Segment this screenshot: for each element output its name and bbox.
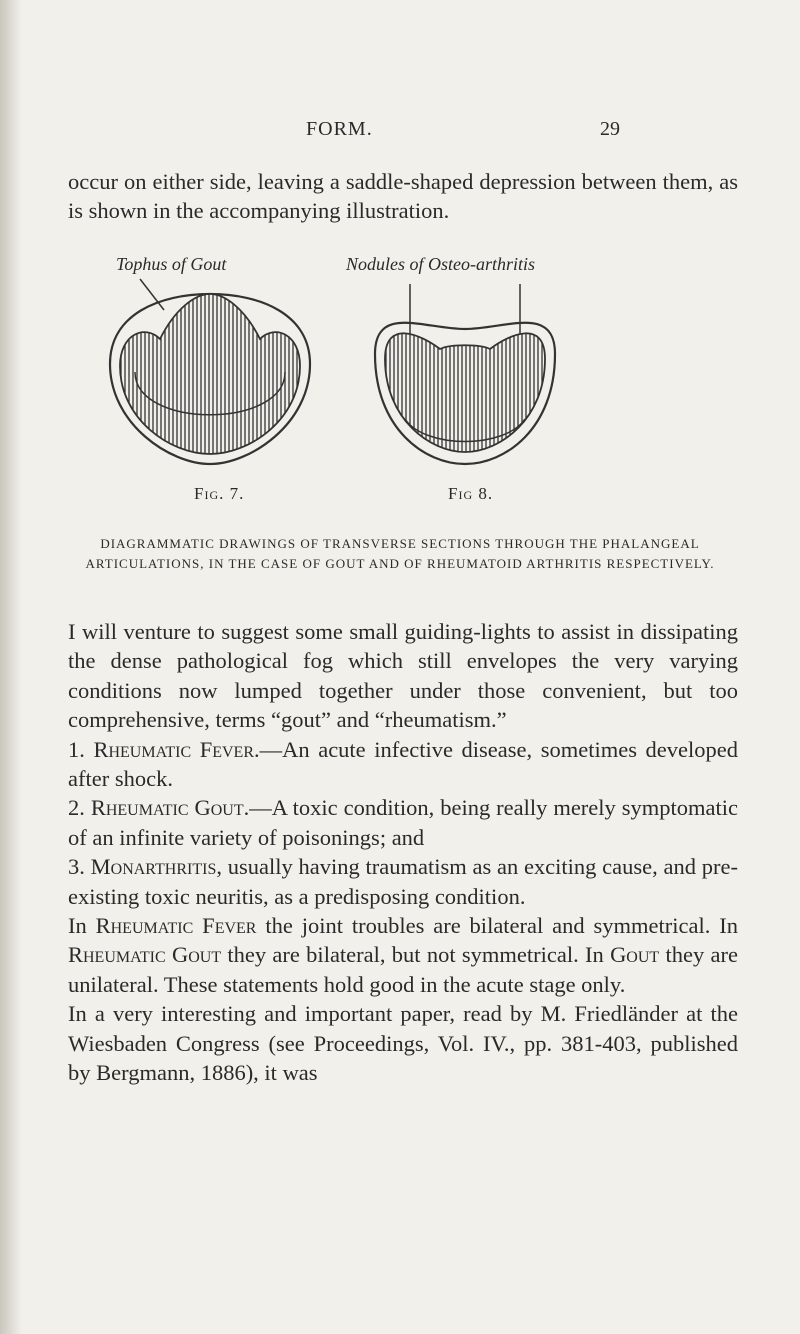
p4-text-e: they are bilateral, but not symmetrical. In — [221, 942, 611, 968]
opening-paragraph: occur on either side, leaving a saddle-shaped depression between them, as is shown in the accompanying illustration. — [68, 169, 738, 224]
nodules-label: Nodules of Osteo-arthritis — [346, 254, 536, 274]
p4-term-rheumatic-fever: Rheumatic Fever — [95, 913, 257, 939]
item2-heading: 2. Rheumatic Gout. — [68, 795, 250, 821]
tophus-label: Tophus of Gout — [116, 254, 227, 274]
p4-term-rheumatic-gout: Rheumatic Gout — [68, 942, 222, 968]
list-item-1 — [68, 735, 738, 794]
fig7-caption: Fig. 7. — [194, 484, 245, 503]
symmetry-paragraph — [68, 911, 738, 999]
page-gutter-shadow — [0, 0, 22, 1334]
fig8-hatched-section — [385, 333, 545, 452]
p4-text-a: In — [68, 913, 96, 939]
body-text — [68, 617, 738, 1088]
p4-term-gout: Gout — [610, 942, 660, 968]
fig7-hatched-section — [120, 294, 300, 454]
p4-text-g: they are unilateral. These statements hold good in the acute stage only. — [68, 942, 738, 997]
fig8-caption: Fig 8. — [448, 484, 494, 503]
item2-body: —A toxic condition, being really merely symptomatic of an infinite variety of poisonings; and — [68, 795, 738, 850]
p4-text-c: the joint troubles are bilateral and symmetrical. In — [256, 913, 738, 939]
fig7-drawing — [110, 279, 310, 464]
running-head — [0, 118, 800, 148]
list-item-2 — [68, 793, 738, 852]
item1-body: —An acute infective disease, sometimes developed after shock. — [68, 736, 738, 792]
running-title: FORM. — [306, 118, 373, 140]
item3-heading: 3. Monarthritis, — [68, 854, 222, 880]
list-item-3 — [68, 852, 738, 911]
item1-heading: 1. Rheumatic Fever. — [68, 736, 260, 762]
figure-caption: DIAGRAMMATIC DRAWINGS OF TRANSVERSE SECTIONS THROUGH THE PHALANGEAL ARTICULATIONS, IN THE CASE OF GOUT AND OF RHEUMATOID ARTHRITIS RESPECTIVELY. — [85, 536, 715, 571]
fig8-drawing — [375, 284, 555, 464]
page-number: 29 — [600, 118, 620, 140]
figure-pair — [100, 254, 620, 504]
friedlander-paragraph: In a very interesting and important paper, read by M. Friedländer at the Wiesbaden Congress (see Proceedings, Vol. IV., pp. 381-403, published by Bergmann, 1886), it was — [68, 1001, 738, 1086]
intro-paragraph: I will venture to suggest some small guiding-lights to assist in dissipating the dense pathological fog which still envelopes the very varying conditions now lumped together under those convenient, but too comprehensive, terms “gout” and “rheumatism.” — [68, 619, 738, 733]
joint-section-drawings — [100, 254, 620, 484]
item3-body: usually having traumatism as an exciting cause, and pre-existing toxic neuritis, as a predisposing condition. — [68, 854, 738, 909]
